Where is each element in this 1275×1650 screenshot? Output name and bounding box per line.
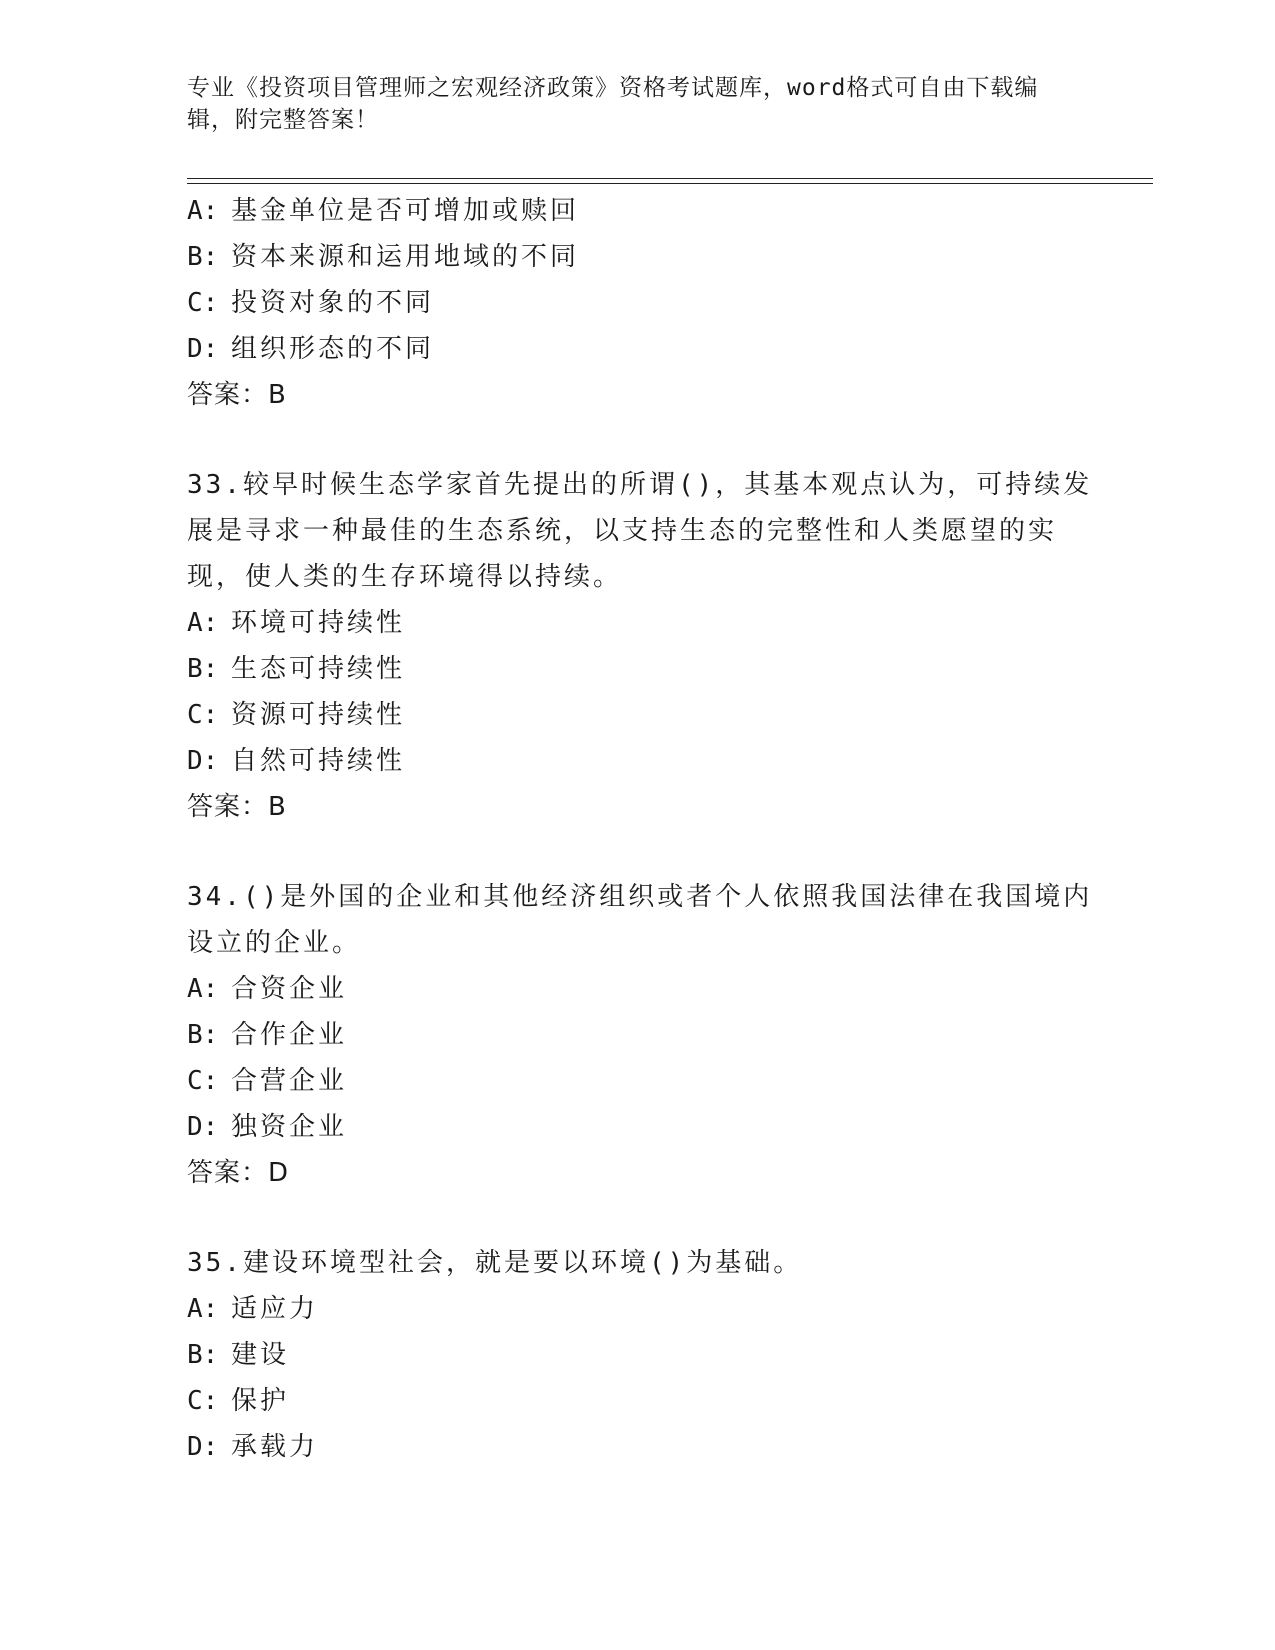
option-a: A: 基金单位是否可增加或赎回 xyxy=(187,196,580,226)
option-d: D: 独资企业 xyxy=(187,1112,348,1142)
option-d: D: 自然可持续性 xyxy=(187,746,406,776)
option-b: B: 合作企业 xyxy=(187,1020,348,1050)
option-a: A: 环境可持续性 xyxy=(187,608,406,638)
option-c: C: 合营企业 xyxy=(187,1066,348,1096)
answer: 答案：D xyxy=(187,1158,290,1188)
question-text-line: 设立的企业。 xyxy=(187,928,362,958)
question-text-line: 现，使人类的生存环境得以持续。 xyxy=(187,562,623,592)
option-b: B: 生态可持续性 xyxy=(187,654,406,684)
answer: 答案：B xyxy=(187,380,287,410)
option-d: D: 组织形态的不同 xyxy=(187,334,435,364)
question-text-line: 33.较早时候生态学家首先提出的所谓()，其基本观点认为，可持续发 xyxy=(187,470,1093,500)
question-32 xyxy=(187,188,1147,418)
question-text-line: 35.建设环境型社会，就是要以环境()为基础。 xyxy=(187,1248,803,1278)
header-line-2: 辑，附完整答案！ xyxy=(187,107,379,133)
header-divider xyxy=(187,178,1153,184)
question-33 xyxy=(187,462,1147,830)
answer: 答案：B xyxy=(187,792,287,822)
question-text-line: 展是寻求一种最佳的生态系统，以支持生态的完整性和人类愿望的实 xyxy=(187,516,1058,546)
option-c: C: 保护 xyxy=(187,1386,290,1416)
option-b: B: 资本来源和运用地域的不同 xyxy=(187,242,580,272)
question-text-line: 34.()是外国的企业和其他经济组织或者个人依照我国法律在我国境内 xyxy=(187,882,1093,912)
option-a: A: 适应力 xyxy=(187,1294,319,1324)
option-a: A: 合资企业 xyxy=(187,974,348,1004)
document-header xyxy=(187,72,1067,136)
option-b: B: 建设 xyxy=(187,1340,290,1370)
option-d: D: 承载力 xyxy=(187,1432,319,1462)
header-line-1: 专业《投资项目管理师之宏观经济政策》资格考试题库，word格式可自由下载编 xyxy=(187,75,1039,101)
document-body xyxy=(187,188,1147,1470)
question-35 xyxy=(187,1240,1147,1470)
option-c: C: 投资对象的不同 xyxy=(187,288,435,318)
question-34 xyxy=(187,874,1147,1196)
option-c: C: 资源可持续性 xyxy=(187,700,406,730)
